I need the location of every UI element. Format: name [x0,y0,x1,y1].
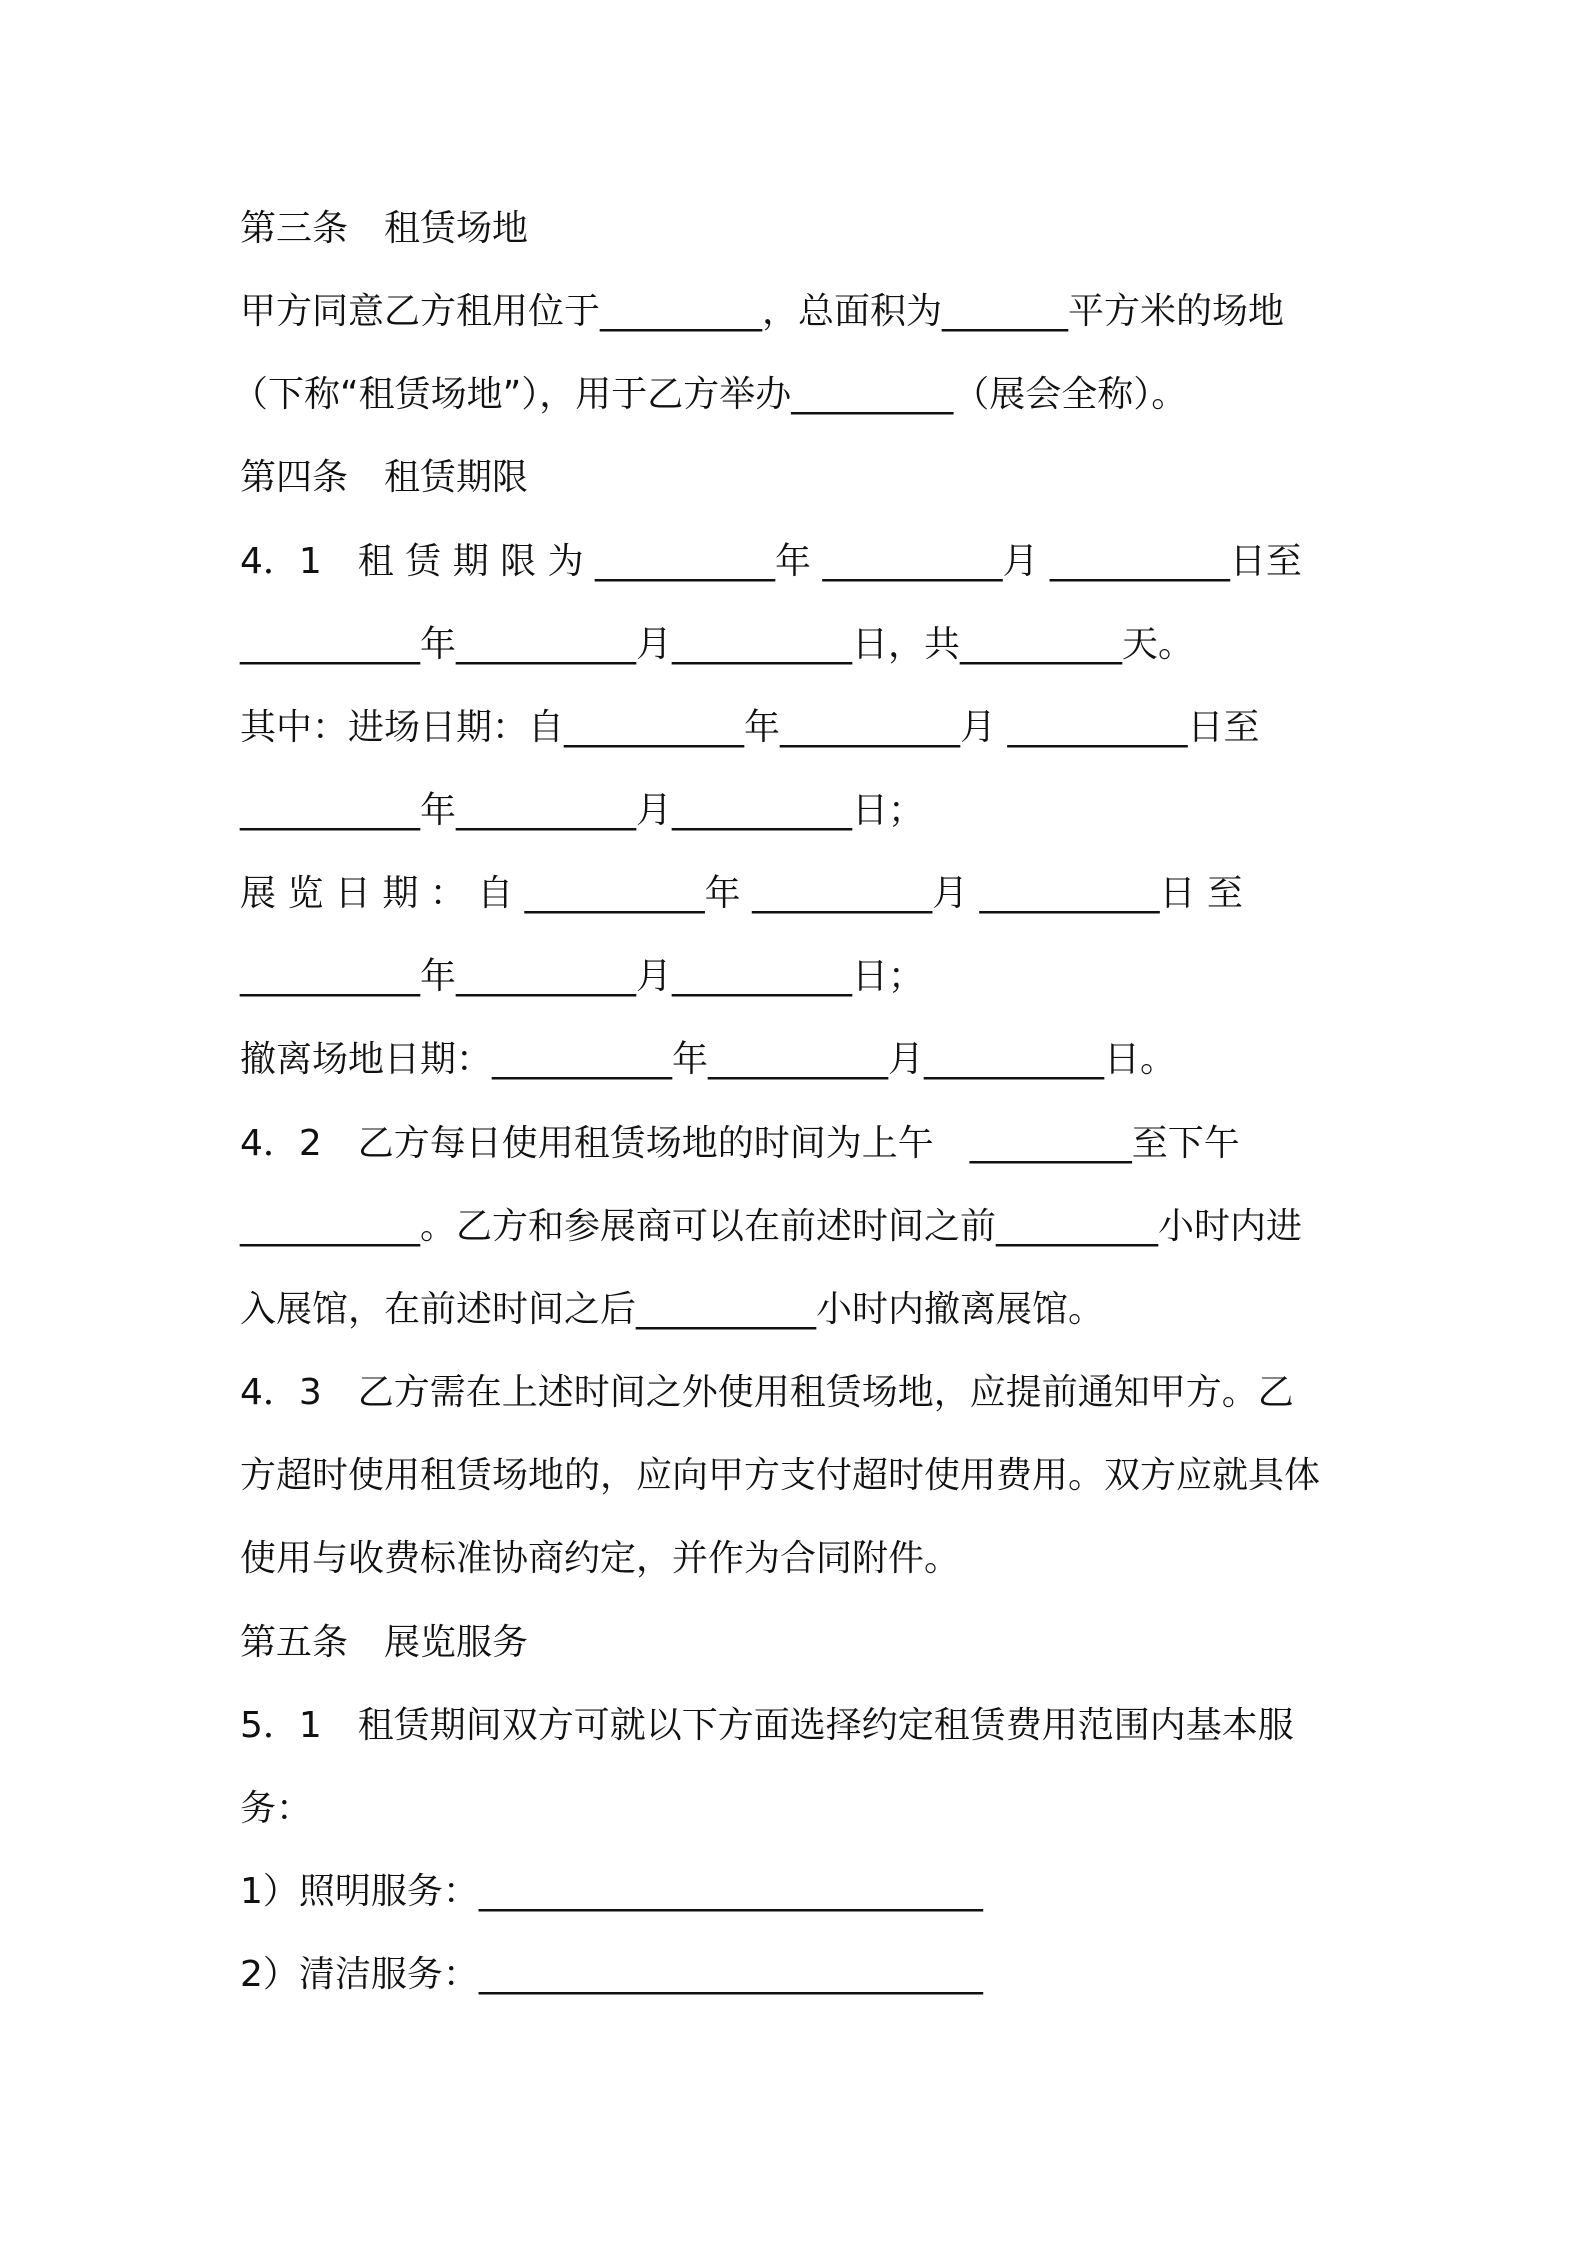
entry-date-line2: __________年__________月__________日； [240,790,924,831]
clause-4-3-line1: 4．3 乙方需在上述时间之外使用租赁场地，应提前通知甲方。乙 [240,1372,1294,1413]
lighting-service-line: 1）照明服务：____________________________ [240,1871,983,1912]
clause-4-2-line1: 4．2 乙方每日使用租赁场地的时间为上午 _________至下午 [240,1123,1240,1164]
clause-5-1-line2: 务： [240,1788,313,1829]
clause-4-1-line1: 4．1 租 赁 期 限 为 __________年 __________月 __________日至 [240,541,1302,582]
cleaning-service-line: 2）清洁服务：____________________________ [240,1954,983,1995]
clause-4-3-line2: 方超时使用租赁场地的，应向甲方支付超时使用费用。双方应就具体 [240,1455,1321,1496]
clause-4-2-line3: 入展馆，在前述时间之后__________小时内撤离展馆。 [240,1289,1105,1330]
clause-4-2-line2: __________。乙方和参展商可以在前述时间之前_________小时内进 [240,1206,1303,1247]
clause-4-3-line3: 使用与收费标准协商约定，并作为合同附件。 [240,1538,961,1579]
article3-heading: 第三条 租赁场地 [240,208,529,249]
article3-paragraph-line2: （下称“租赁场地”），用于乙方举办_________（展会全称）。 [232,374,1188,415]
entry-date-line1: 其中：进场日期：自__________年__________月 __________日至 [240,707,1260,748]
withdraw-date-line: 撤离场地日期：__________年__________月__________日。 [240,1039,1177,1080]
article3-paragraph-line1: 甲方同意乙方租用位于_________，总面积为_______平方米的场地 [240,291,1285,332]
article4-heading: 第四条 租赁期限 [240,457,529,498]
clause-5-1-line1: 5．1 租赁期间双方可就以下方面选择约定租赁费用范围内基本服 [240,1705,1294,1746]
exhibition-date-line2: __________年__________月__________日； [240,956,924,997]
article5-heading: 第五条 展览服务 [240,1622,529,1663]
exhibition-date-line1: 展 览 日 期 ： 自 __________年 __________月 __________日 至 [240,873,1243,914]
clause-4-1-line2: __________年__________月__________日，共_________天。 [240,624,1195,665]
